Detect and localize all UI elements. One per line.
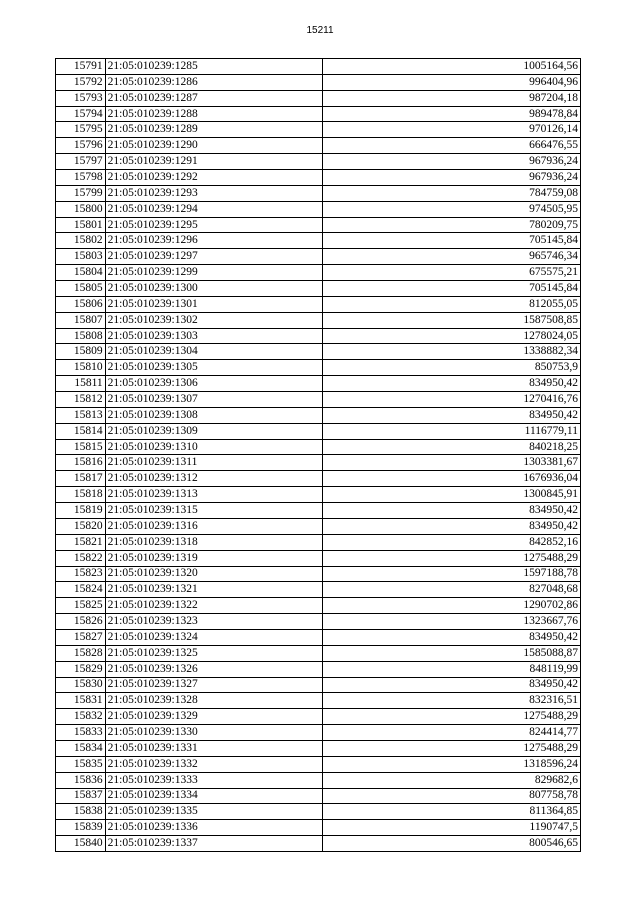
table-row [56,74,581,90]
cadastral-value-cell: 1270416,76 [322,392,580,408]
row-number-cell: 15805 [56,281,106,297]
cadastral-value-cell: 970126,14 [322,122,580,138]
cadastral-number-cell: 21:05:010239:1307 [105,392,322,408]
table-row [56,645,581,661]
cadastral-number-cell: 21:05:010239:1295 [105,217,322,233]
cadastral-number-cell: 21:05:010239:1333 [105,772,322,788]
cadastral-value-cell: 1116779,11 [322,423,580,439]
cadastral-value-cell: 1597188,78 [322,566,580,582]
row-number-cell: 15836 [56,772,106,788]
row-number-cell: 15817 [56,471,106,487]
cadastral-value-cell: 1587508,85 [322,312,580,328]
row-number-cell: 15807 [56,312,106,328]
row-number-cell: 15825 [56,598,106,614]
cadastral-number-cell: 21:05:010239:1313 [105,487,322,503]
cadastral-value-cell: 675575,21 [322,265,580,281]
table-body [56,59,581,852]
cadastral-value-cell: 850753,9 [322,360,580,376]
table-row [56,281,581,297]
table-row [56,629,581,645]
table-row [56,709,581,725]
cadastral-number-cell: 21:05:010239:1297 [105,249,322,265]
row-number-cell: 15835 [56,756,106,772]
cadastral-value-cell: 996404,96 [322,74,580,90]
row-number-cell: 15820 [56,518,106,534]
cadastral-number-cell: 21:05:010239:1300 [105,281,322,297]
cadastral-value-cell: 1275488,29 [322,709,580,725]
cadastral-number-cell: 21:05:010239:1294 [105,201,322,217]
cadastral-number-cell: 21:05:010239:1326 [105,661,322,677]
row-number-cell: 15812 [56,392,106,408]
table-row [56,249,581,265]
table-row [56,344,581,360]
row-number-cell: 15793 [56,90,106,106]
table-row [56,90,581,106]
table-row [56,582,581,598]
cadastral-number-cell: 21:05:010239:1285 [105,59,322,75]
cadastral-number-cell: 21:05:010239:1310 [105,439,322,455]
cadastral-number-cell: 21:05:010239:1319 [105,550,322,566]
row-number-cell: 15792 [56,74,106,90]
table-row [56,677,581,693]
table-row [56,106,581,122]
row-number-cell: 15831 [56,693,106,709]
row-number-cell: 15797 [56,154,106,170]
row-number-cell: 15838 [56,804,106,820]
table-row [56,59,581,75]
table-row [56,503,581,519]
cadastral-value-cell: 666476,55 [322,138,580,154]
row-number-cell: 15828 [56,645,106,661]
cadastral-number-cell: 21:05:010239:1288 [105,106,322,122]
cadastral-value-cell: 1005164,56 [322,59,580,75]
row-number-cell: 15815 [56,439,106,455]
row-number-cell: 15823 [56,566,106,582]
cadastral-number-cell: 21:05:010239:1320 [105,566,322,582]
cadastral-value-cell: 967936,24 [322,154,580,170]
cadastral-value-cell: 705145,84 [322,281,580,297]
cadastral-value-cell: 832316,51 [322,693,580,709]
table-row [56,154,581,170]
row-number-cell: 15801 [56,217,106,233]
table-row [56,550,581,566]
row-number-cell: 15816 [56,455,106,471]
cadastral-value-cell: 1318596,24 [322,756,580,772]
cadastral-number-cell: 21:05:010239:1330 [105,725,322,741]
cadastral-value-cell: 834950,42 [322,376,580,392]
cadastral-number-cell: 21:05:010239:1305 [105,360,322,376]
row-number-cell: 15826 [56,614,106,630]
row-number-cell: 15834 [56,740,106,756]
cadastral-number-cell: 21:05:010239:1329 [105,709,322,725]
table-row [56,423,581,439]
row-number-cell: 15804 [56,265,106,281]
cadastral-number-cell: 21:05:010239:1328 [105,693,322,709]
cadastral-number-cell: 21:05:010239:1292 [105,170,322,186]
table-row [56,725,581,741]
table-row [56,471,581,487]
cadastral-number-cell: 21:05:010239:1303 [105,328,322,344]
cadastral-value-cell: 784759,08 [322,185,580,201]
cadastral-number-cell: 21:05:010239:1318 [105,534,322,550]
cadastral-value-cell: 834950,42 [322,677,580,693]
row-number-cell: 15809 [56,344,106,360]
table-row [56,407,581,423]
table-row [56,217,581,233]
row-number-cell: 15811 [56,376,106,392]
row-number-cell: 15833 [56,725,106,741]
cadastral-value-cell: 1676936,04 [322,471,580,487]
row-number-cell: 15802 [56,233,106,249]
row-number-cell: 15827 [56,629,106,645]
cadastral-value-cell: 842852,16 [322,534,580,550]
cadastral-value-cell: 829682,6 [322,772,580,788]
table-row [56,122,581,138]
cadastral-number-cell: 21:05:010239:1308 [105,407,322,423]
table-row [56,820,581,836]
cadastral-value-cell: 967936,24 [322,170,580,186]
table-row [56,138,581,154]
table-row [56,836,581,852]
cadastral-value-cell: 807758,78 [322,788,580,804]
row-number-cell: 15806 [56,296,106,312]
cadastral-value-cell: 705145,84 [322,233,580,249]
cadastral-number-cell: 21:05:010239:1291 [105,154,322,170]
cadastral-number-cell: 21:05:010239:1293 [105,185,322,201]
cadastral-number-cell: 21:05:010239:1325 [105,645,322,661]
table-row [56,233,581,249]
row-number-cell: 15794 [56,106,106,122]
table-row [56,598,581,614]
row-number-cell: 15840 [56,836,106,852]
cadastral-value-cell: 1323667,76 [322,614,580,630]
cadastral-number-cell: 21:05:010239:1289 [105,122,322,138]
cadastral-value-cell: 1303381,67 [322,455,580,471]
cadastral-value-cell: 1278024,05 [322,328,580,344]
cadastral-number-cell: 21:05:010239:1315 [105,503,322,519]
row-number-cell: 15839 [56,820,106,836]
table-row [56,566,581,582]
cadastral-number-cell: 21:05:010239:1286 [105,74,322,90]
row-number-cell: 15796 [56,138,106,154]
table-row [56,788,581,804]
row-number-cell: 15821 [56,534,106,550]
cadastral-value-cell: 965746,34 [322,249,580,265]
cadastral-number-cell: 21:05:010239:1302 [105,312,322,328]
row-number-cell: 15803 [56,249,106,265]
cadastral-number-cell: 21:05:010239:1312 [105,471,322,487]
row-number-cell: 15830 [56,677,106,693]
cadastral-number-cell: 21:05:010239:1304 [105,344,322,360]
table-row [56,740,581,756]
cadastral-number-cell: 21:05:010239:1309 [105,423,322,439]
row-number-cell: 15798 [56,170,106,186]
cadastral-number-cell: 21:05:010239:1316 [105,518,322,534]
cadastral-value-cell: 1275488,29 [322,550,580,566]
cadastral-value-cell: 1290702,86 [322,598,580,614]
table-row [56,772,581,788]
cadastral-value-cell: 812055,05 [322,296,580,312]
row-number-cell: 15795 [56,122,106,138]
cadastral-value-cell: 974505,95 [322,201,580,217]
table-row [56,376,581,392]
cadastral-value-cell: 1300845,91 [322,487,580,503]
cadastral-value-cell: 834950,42 [322,629,580,645]
table-row [56,185,581,201]
table-row [56,296,581,312]
table-row [56,265,581,281]
registry-table [55,58,581,852]
row-number-cell: 15837 [56,788,106,804]
table-row [56,804,581,820]
row-number-cell: 15800 [56,201,106,217]
cadastral-value-cell: 827048,68 [322,582,580,598]
row-number-cell: 15822 [56,550,106,566]
table-row [56,534,581,550]
cadastral-value-cell: 1585088,87 [322,645,580,661]
table-row [56,392,581,408]
table-row [56,661,581,677]
table-row [56,439,581,455]
table-row [56,693,581,709]
cadastral-number-cell: 21:05:010239:1321 [105,582,322,598]
table-row [56,360,581,376]
cadastral-value-cell: 811364,85 [322,804,580,820]
cadastral-number-cell: 21:05:010239:1324 [105,629,322,645]
cadastral-number-cell: 21:05:010239:1306 [105,376,322,392]
row-number-cell: 15814 [56,423,106,439]
cadastral-value-cell: 1275488,29 [322,740,580,756]
row-number-cell: 15791 [56,59,106,75]
row-number-cell: 15808 [56,328,106,344]
cadastral-number-cell: 21:05:010239:1334 [105,788,322,804]
table-row [56,614,581,630]
row-number-cell: 15832 [56,709,106,725]
cadastral-value-cell: 987204,18 [322,90,580,106]
row-number-cell: 15819 [56,503,106,519]
cadastral-value-cell: 834950,42 [322,407,580,423]
cadastral-value-cell: 1338882,34 [322,344,580,360]
cadastral-number-cell: 21:05:010239:1323 [105,614,322,630]
cadastral-number-cell: 21:05:010239:1296 [105,233,322,249]
cadastral-number-cell: 21:05:010239:1301 [105,296,322,312]
table-row [56,312,581,328]
cadastral-number-cell: 21:05:010239:1287 [105,90,322,106]
cadastral-number-cell: 21:05:010239:1335 [105,804,322,820]
cadastral-number-cell: 21:05:010239:1336 [105,820,322,836]
table-row [56,201,581,217]
cadastral-value-cell: 800546,65 [322,836,580,852]
cadastral-number-cell: 21:05:010239:1290 [105,138,322,154]
cadastral-number-cell: 21:05:010239:1322 [105,598,322,614]
cadastral-value-cell: 824414,77 [322,725,580,741]
row-number-cell: 15829 [56,661,106,677]
cadastral-value-cell: 834950,42 [322,518,580,534]
table-row [56,518,581,534]
cadastral-value-cell: 780209,75 [322,217,580,233]
row-number-cell: 15824 [56,582,106,598]
cadastral-number-cell: 21:05:010239:1331 [105,740,322,756]
row-number-cell: 15813 [56,407,106,423]
row-number-cell: 15818 [56,487,106,503]
cadastral-number-cell: 21:05:010239:1337 [105,836,322,852]
page-number: 15211 [306,25,334,36]
cadastral-number-cell: 21:05:010239:1332 [105,756,322,772]
cadastral-value-cell: 1190747,5 [322,820,580,836]
cadastral-value-cell: 989478,84 [322,106,580,122]
cadastral-value-cell: 848119,99 [322,661,580,677]
row-number-cell: 15810 [56,360,106,376]
row-number-cell: 15799 [56,185,106,201]
table-row [56,328,581,344]
table-row [56,487,581,503]
table-row [56,756,581,772]
table-row [56,455,581,471]
cadastral-number-cell: 21:05:010239:1311 [105,455,322,471]
table-row [56,170,581,186]
cadastral-number-cell: 21:05:010239:1327 [105,677,322,693]
cadastral-number-cell: 21:05:010239:1299 [105,265,322,281]
cadastral-value-cell: 840218,25 [322,439,580,455]
cadastral-value-cell: 834950,42 [322,503,580,519]
